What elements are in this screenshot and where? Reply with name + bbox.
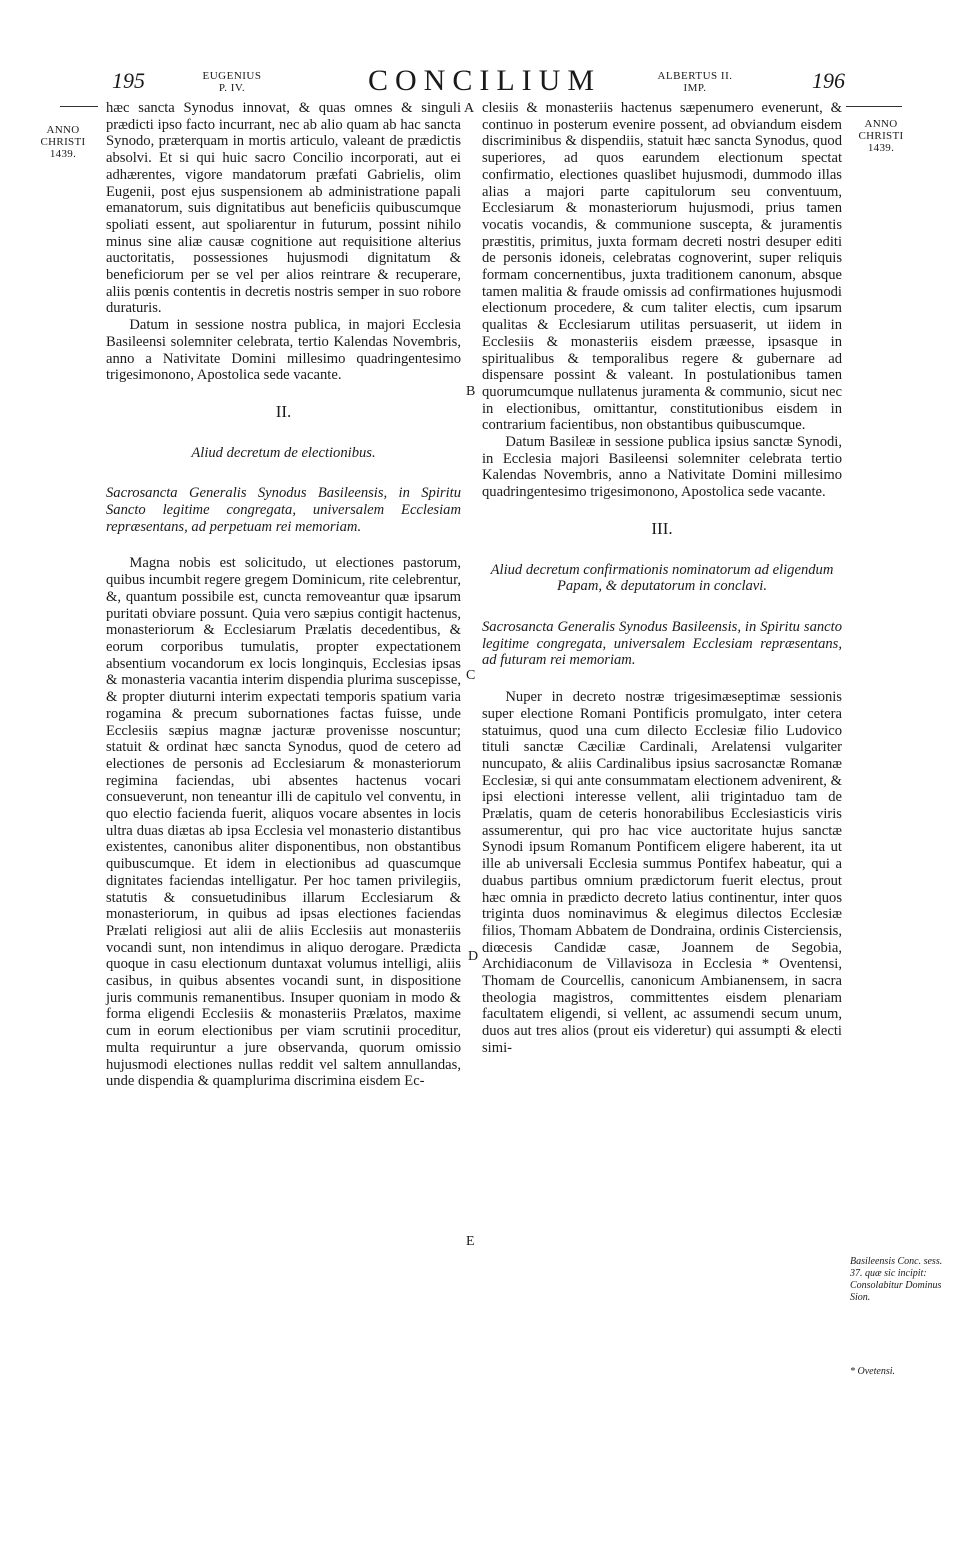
left-running-sub: P. IV. — [218, 82, 246, 94]
center-title: CONCILIUM — [368, 64, 601, 97]
right-header-rule — [846, 106, 902, 107]
left-header-rule — [60, 106, 98, 107]
section-iii-body: Nuper in decreto nostræ trigesimæseptimæ sessionis super electione Romani Pontificis promulgato, inter cetera statuimus, quod una cum dilecto Ecclesiæ filio Ludovico tituli sanctæ Cæciliæ Cardinali, Arelatensi vulgariter nuncupato, & aliis Cardinalibus ipsius sacrosanctæ Romanæ Ecclesiæ, si qui ante consummatam electionem advenirent, & ipsi electioni interesse vellent, alii trigintaduo tam de Prælatis, quam de ceteris honorabilibus Ecclesiasticis viris assumerentur, qui pro hac vice auctoritate hujus sanctæ Synodi ipsum Romanum Pontificem eligere haberent, ita ut ille ab universali Ecclesia summus Pontifex habeatur, qui a duabus partibus omnium prædictorum fuerit electus, prout hæc omnia in prædicto decreto latius continentur, inter quos triginta duos nominavimus & elegimus dilectos Ecclesiæ filios, Thomam Abbatem de Dondraina, ordinis Cisterciensis, diœcesis Candidæ casæ, Joannem de Segobia, Archidiaconum de Villavisoza in Ecclesia * Oventensi, Thomam de Courcellis, canonicum Ambianensem, in sacra theologia magistros, committentes eisdem plenariam facultatem eligendi, si vellent, ac assumendi secum unum, duos aut tres alios (prout eis videretur) qui assumpti & electi simi- — [482, 689, 842, 1056]
right-page-number: 196 — [812, 68, 845, 93]
left-page-number: 195 — [112, 68, 145, 93]
section-iii-subtitle: Aliud decretum confirmationis nominatorum ad eligendum Papam, & deputatorum in conclavi. — [490, 561, 834, 595]
marker-e: E — [466, 1234, 475, 1249]
margin-note-ovetensi: * Ovetensi. — [850, 1366, 895, 1377]
right-running-head — [640, 70, 750, 94]
section-ii-subtitle: Aliud decretum de electionibus. — [191, 444, 376, 461]
marker-a: A — [464, 101, 475, 116]
section-heading-ii: II. — [275, 401, 292, 421]
left-running-head — [192, 70, 272, 94]
marker-c: C — [466, 668, 476, 683]
right-datum-paragraph: Datum Basileæ in sessione publica ipsius sanctæ Synodi, in Ecclesia majori Basileensi solemniter celebrata tertio Kalendas Novembris, anno a Nativitate Domini millesimo quadringentesimo trigesimonono, Apostolica sede vacante. — [482, 434, 842, 501]
left-datum-paragraph: Datum in sessione nostra publica, in majori Ecclesia Basileensi solemniter celebrata, tertio Kalendas Novembris, anno a Nativitate Domini millesimo quadringentesimo trigesimonono, Apostolica sede vacante. — [106, 317, 461, 384]
left-column — [106, 100, 461, 1090]
right-year: 1439. — [867, 142, 895, 154]
right-christi: CHRISTI — [858, 130, 904, 142]
left-margin-year — [30, 124, 96, 160]
section-ii-body: Magna nobis est solicitudo, ut electiones pastorum, quibus incumbit regere gregem Dominicum, rite celebrentur, &, quantum possibile est, cuncta removeantur quæ ipsarum puritati obviare possunt. Quia vero sæpius contigit hactenus, monasteriorum & Ecclesiarum Prælatis decedentibus, & eorum corporibus tumulatis, propter expectationem absentium vocandorum ex locis longinquis, Ecclesias ipsas & monasteria vacantia interim dispendia plurima suscepisse, & propter diuturni interim expectati temporis spatium varia rogamina & precum subornationes factas fuisse, unde Ecclesiis sæpius magnæ jacturæ provenisse noscuntur; statuit & ordinat hæc sancta Synodus, quod de cetero ad electiones de personis ad Ecclesiarum & monasteriorum regimina faciendas, ubi absentes hactenus vocari consueverunt, non teneantur illi de capitulo vel conventu, in quo electio facienda fuerit, aliquos vocare absentes in locis ultra duas diætas ab ipsa Ecclesia vel monasterio distantibus existentes, canonibus aliter disponentibus, non obstantibus quibuscumque. Et idem in electionibus ad quascumque dignitates faciendas intelligatur. Per hoc tamen privilegiis, statutis & consuetudinibus illarum Ecclesiarum & monasteriorum, in quibus ad ipsas electiones faciendas Prælati religiosi aut alii de aliis Ecclesiis aut monasteriis vocandi sunt, non intendimus in aliquo derogare. Prædicta quoque in casu electionum duntaxat volumus intelligi, aliis casibus, in quibus absentes vocandi sunt, in dispositione juris communis remanentibus. Insuper quoniam in modo & forma eligendi Ecclesiis & monasteriis Prælatos, maxime cum in eorum electionibus per viam scrutinii proceditur, multa requiruntur a jure observanda, quorum omissio hujusmodi electiones nullas reddit vel saltem annullandas, unde dispendia & quamplurima discrimina eisdem Ec- — [106, 555, 461, 1090]
right-margin-year — [848, 118, 914, 154]
right-anno: ANNO — [864, 118, 898, 130]
right-paragraph-continuation: clesiis & monasteriis hactenus sæpenumero evenerunt, & continuo in posterum evenire possent, ad obviandum eisdem discriminibus & dispendiis, statuit hæc sancta Synodus, quod superiores, ad quos earundem electionum spectat confirmatio, electiones quaslibet hujusmodi, dummodo illas alias a majori parte capitulorum seu conventuum, Ecclesiarum & monasteriorum hujusmodi, prius tamen vocatis vocandis, & communione suscepta, & juramentis præstitis, primitus, juxta formam decreti nostri desuper editi de personis idoneis, celebratas cognoverint, super reliquis formam concernentibus, juxta traditionem canonum, absque tamen malitia & fraude omissis ad confirmationes hujusmodi electionum procedere, & cum taliter electis, cum ipsarum qualitas & Ecclesiarum utilitas persuaserit, ut iidem in Ecclesiis & monasteriis eisdem præesse, ipsasque in spiritualibus & temporalibus regere & gubernare ad dispensare possint & valeant. In postulationibus tamen quorumcumque nullatenus juramenta & communio, sicut nec in electionibus, omittantur, constitutionibus eisdem in contrarium facientibus, non obstantibus quibuscumque. — [482, 100, 842, 434]
right-running-title: ALBERTUS II. — [657, 70, 733, 82]
right-column — [482, 100, 842, 1057]
section-ii-preamble: Sacrosancta Generalis Synodus Basileensis, in Spiritu Sancto legitime congregata, universalem Ecclesiam repræsentans, ad perpetuam rei memoriam. — [106, 485, 461, 535]
left-running-title: EUGENIUS — [202, 70, 262, 82]
section-iii-preamble: Sacrosancta Generalis Synodus Basileensis, in Spiritu sancto legitime congregata, universalem Ecclesiam repræsentans, ad futuram rei memoriam. — [482, 618, 842, 669]
left-christi: CHRISTI — [40, 136, 86, 148]
left-year: 1439. — [49, 148, 77, 160]
left-paragraph-continuation: hæc sancta Synodus innovat, & quas omnes & singuli prædicti ipso facto incurrant, nec ab alio quam ab hac sancta Synodo, præterquam in mortis articulo, valeant de prædictis absolvi. Et si qui huic sacro Concilio incorporati, aut ei adhærentes, vigore mandatorum præfati Gabrielis, olim Eugenii, post ejus suspensionem ab administratione papali emanatorum, suis dignitatibus aut beneficiis quibuscumque spoliati essent, aut spoliarentur in futurum, possint nihilo minus sine aliæ causæ cognitione aut requisitione alterius auctoritatis, possessiones hujusmodi dignitatum & beneficiorum per se vel per alios reintrare & recuperare, aliis pœnis contentis in decretis nostris semper in suo robore duraturis. — [106, 100, 461, 317]
margin-note-basileensis: Basileensis Conc. sess. 37. quæ sic incipit: Consolabitur Dominus Sion. — [850, 1256, 943, 1303]
marker-d: D — [468, 949, 479, 964]
section-heading-iii: III. — [651, 518, 673, 538]
right-running-sub: IMP. — [683, 82, 707, 94]
marker-b: B — [466, 384, 476, 399]
left-anno: ANNO — [46, 124, 80, 136]
